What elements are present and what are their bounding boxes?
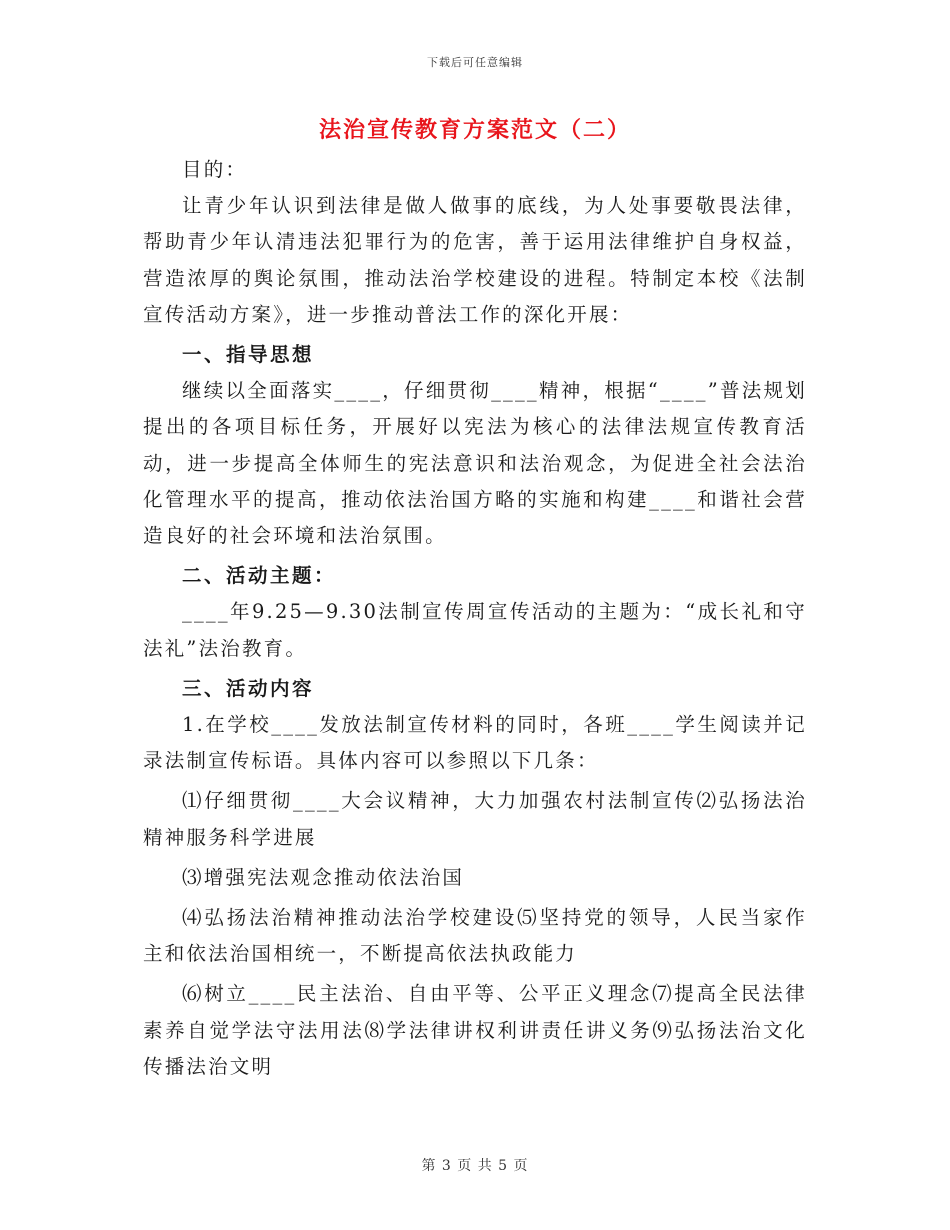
section-heading-guiding-ideology: 一、指导思想 [182, 343, 315, 367]
section-heading-activity-content: 三、活动内容 [182, 676, 315, 700]
purpose-label: 目的： [182, 158, 248, 181]
guiding-ideology-paragraph: 继续以全面落实____，仔细贯彻____精神，根据“____”普法规划提出的各项目标任务，开展好以宪法为核心的法律法规宣传教育活动，进一步提高全体师生的宪法意识和法治观念，为促进全社会法治化管理水平的提高，推动依法治国方略的实施和构建____和谐社会营造良好的社会环境和法治氛围。 [143, 379, 807, 548]
header-note: 下载后可任意编辑 [427, 56, 523, 69]
document-title: 法治宣传教育方案范文（二） [318, 118, 631, 143]
slogan-list-item: ⑹树立____民主法治、自由平等、公平正义理念⑺提高全民法律素养自觉学法守法用法⑻学法律讲权利讲责任讲义务⑼弘扬法治文化传播法治文明 [143, 982, 807, 1078]
slogan-list-item: ⑶增强宪法观念推动依法治国 [182, 865, 465, 889]
section-heading-activity-theme: 二、活动主题： [182, 564, 337, 588]
document-body [143, 152, 807, 1085]
page-number-footer: 第 3 页 共 5 页 [421, 1158, 529, 1174]
activity-content-item-1: 1.在学校____发放法制宣传材料的同时，各班____学生阅读并记录法制宣传标语。具体内容可以参照以下几条： [143, 713, 807, 773]
slogan-list-item: ⑴仔细贯彻____大会议精神，大力加强农村法制宣传⑵弘扬法治精神服务科学进展 [143, 789, 807, 849]
purpose-paragraph: 让青少年认识到法律是做人做事的底线，为人处事要敬畏法律，帮助青少年认清违法犯罪行为的危害，善于运用法律维护自身权益，营造浓厚的舆论氛围，推动法治学校建设的进程。特制定本校《法制宣传活动方案》，进一步推动普法工作的深化开展： [143, 194, 807, 326]
activity-theme-paragraph: ____年9.25—9.30法制宣传周宣传活动的主题为：“成长礼和守法礼”法治教育。 [143, 600, 807, 660]
slogan-list-item: ⑷弘扬法治精神推动法治学校建设⑸坚持党的领导，人民当家作主和依法治国相统一，不断提高依法执政能力 [143, 906, 807, 966]
